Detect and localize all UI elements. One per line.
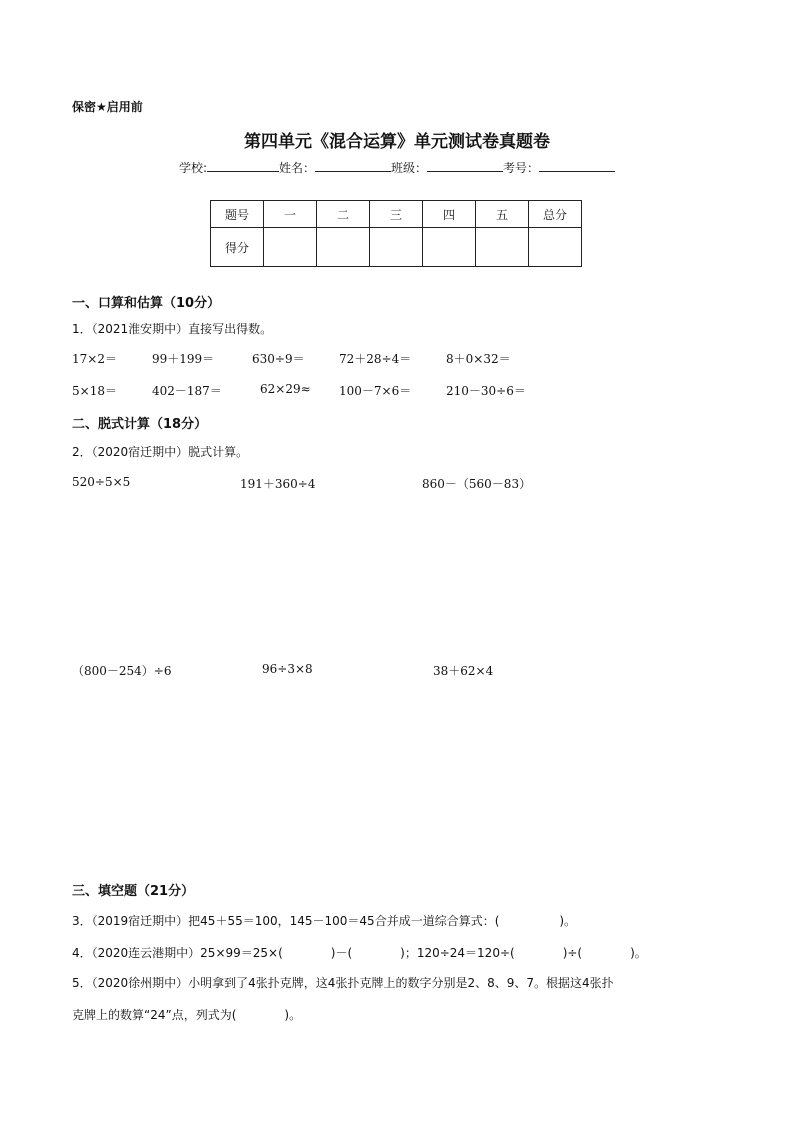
school-label: 学校: bbox=[178, 161, 207, 175]
oral-calc-3: 630÷9＝ bbox=[252, 352, 305, 366]
score-cell-2[interactable] bbox=[317, 228, 370, 267]
oral-calc-4: 72＋28÷4＝ bbox=[339, 352, 412, 366]
score-table-col-4: 四 bbox=[423, 201, 476, 228]
section-1-heading: 一、口算和估算（10分） bbox=[72, 296, 221, 311]
score-table bbox=[210, 200, 582, 267]
score-table-col-5: 五 bbox=[476, 201, 529, 228]
section-3-heading: 三、填空题（21分） bbox=[72, 884, 195, 899]
score-cell-4[interactable] bbox=[423, 228, 476, 267]
student-info-line bbox=[0, 158, 794, 176]
oral-calc-10: 210－30÷6＝ bbox=[446, 384, 526, 398]
oral-calc-6: 5×18＝ bbox=[72, 384, 117, 398]
score-cell-total[interactable] bbox=[529, 228, 582, 267]
exam-number-label: 考号： bbox=[503, 161, 540, 175]
oral-calc-1: 17×2＝ bbox=[72, 352, 117, 366]
stepwise-calc-2: 191＋360÷4 bbox=[240, 477, 316, 491]
page-title: 第四单元《混合运算》单元测试卷真题卷 bbox=[244, 132, 550, 152]
score-table-col-total: 总分 bbox=[529, 201, 582, 228]
confidential-label: 保密★启用前 bbox=[72, 100, 143, 114]
question-3: 3．（2019宿迁期中）把45＋55＝100，145－100＝45合并成一道综合算式：( )。 bbox=[72, 914, 577, 928]
stepwise-calc-3: 860－（560－83） bbox=[422, 477, 532, 491]
oral-calc-5: 8＋0×32＝ bbox=[446, 352, 511, 366]
school-blank[interactable] bbox=[207, 158, 279, 172]
score-table-col-3: 三 bbox=[370, 201, 423, 228]
score-table-score-row bbox=[211, 228, 582, 267]
section-2-heading: 二、脱式计算（18分） bbox=[72, 417, 208, 432]
question-4: 4．（2020连云港期中）25×99＝25×( )－( )；120÷24＝120÷( )÷( )。 bbox=[72, 946, 647, 960]
oral-calc-7: 402－187＝ bbox=[152, 384, 222, 398]
class-label: 班级： bbox=[391, 161, 428, 175]
stepwise-calc-4: （800－254）÷6 bbox=[72, 664, 172, 678]
score-cell-5[interactable] bbox=[476, 228, 529, 267]
score-table-col-1: 一 bbox=[264, 201, 317, 228]
oral-calc-8: 62×29≈ bbox=[260, 382, 311, 396]
class-blank[interactable] bbox=[427, 158, 503, 172]
score-cell-3[interactable] bbox=[370, 228, 423, 267]
question-2-prompt: 2．（2020宿迁期中）脱式计算。 bbox=[72, 445, 249, 459]
oral-calc-2: 99＋199＝ bbox=[152, 352, 215, 366]
score-table-header-label: 题号 bbox=[211, 201, 264, 228]
score-table-header-row bbox=[211, 201, 582, 228]
question-5-line-1: 5．（2020徐州期中）小明拿到了4张扑克牌，这4张扑克牌上的数字分别是2、8、9、7。根据这4张扑 bbox=[72, 976, 614, 990]
stepwise-calc-5: 96÷3×8 bbox=[262, 662, 313, 676]
oral-calc-9: 100－7×6＝ bbox=[339, 384, 412, 398]
stepwise-calc-1: 520÷5×5 bbox=[72, 475, 131, 489]
exam-number-blank[interactable] bbox=[539, 158, 615, 172]
name-blank[interactable] bbox=[315, 158, 391, 172]
stepwise-calc-6: 38＋62×4 bbox=[433, 664, 494, 678]
name-label: 姓名： bbox=[279, 161, 316, 175]
question-5-line-2: 克牌上的数算“24”点，列式为( )。 bbox=[72, 1008, 302, 1022]
score-table-col-2: 二 bbox=[317, 201, 370, 228]
question-1-prompt: 1．（2021淮安期中）直接写出得数。 bbox=[72, 322, 273, 336]
score-table-row-label: 得分 bbox=[211, 228, 264, 267]
score-cell-1[interactable] bbox=[264, 228, 317, 267]
